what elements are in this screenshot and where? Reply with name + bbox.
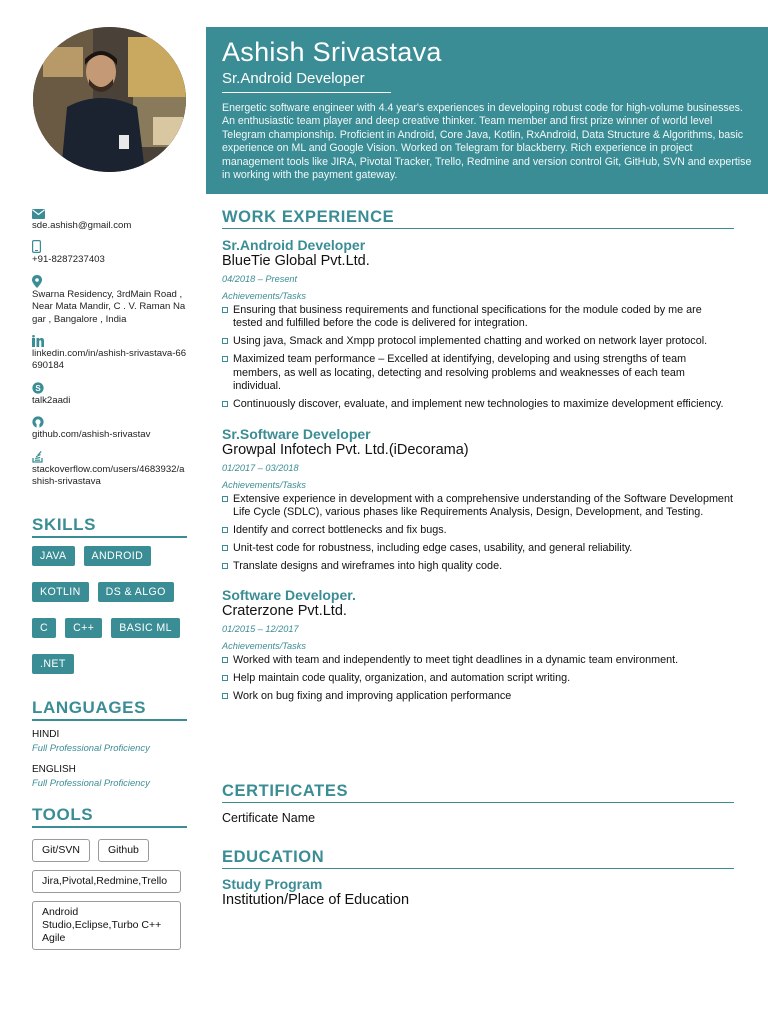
skype-icon — [32, 381, 187, 394]
tools-section — [32, 805, 187, 950]
study-program: Study Program — [222, 876, 323, 892]
stackoverflow-icon — [32, 450, 187, 463]
skype-text: talk2aadi — [32, 394, 71, 406]
job-title: Software Developer. — [222, 587, 356, 604]
job-dates: 04/2018 – Present — [222, 274, 298, 284]
job-entry — [222, 237, 734, 412]
skill-chip: ANDROID — [84, 546, 152, 566]
email-icon — [32, 206, 187, 219]
phone-icon — [32, 240, 187, 253]
bullet-square-icon — [222, 496, 228, 502]
bullet-square-icon — [222, 693, 228, 699]
language-item — [32, 729, 187, 754]
skills-heading: SKILLS — [32, 515, 187, 538]
contact-skype — [32, 381, 187, 407]
language-level: Full Professional Proficiency — [32, 742, 150, 753]
contact-list — [32, 206, 187, 496]
list-item: Worked with team and independently to meet tight deadlines in a dynamic team environment. — [222, 654, 734, 667]
job-company: Craterzone Pvt.Ltd. — [222, 603, 347, 620]
contact-address — [32, 275, 187, 326]
work-experience-section — [222, 207, 734, 708]
candidate-role: Sr.Android Developer — [222, 69, 391, 93]
certificate-name: Certificate Name — [222, 811, 316, 825]
bullet-square-icon — [222, 675, 228, 681]
header-band — [206, 27, 768, 194]
job-entry — [222, 587, 734, 703]
list-item: Maximized team performance – Excelled at identifying, developing and using strengths of team members, as well as locating, detecting and resolving problems and weaknesses of each team individual. — [222, 353, 734, 393]
candidate-name: Ashish Srivastava — [222, 37, 442, 67]
profile-summary: Energetic software engineer with 4.4 year's experiences in developing robust code for high-volume businesses. An enthusiastic team player and deep creative thinker. Team member and first prize winner of world level Telegram championship. Proficient in Android, Core Java, Kotlin, RxAndroid, Data Structure & Algorithms, basic experience on ML and Google Vision. Worked on Telegram for blackberry. Rich experience in project management tools like JIRA, Pivotal Tracker, Trello, Redmine and version control Git, GitHub, SVN and expertise in working with the payment gateway. — [222, 102, 752, 182]
job-dates: 01/2017 – 03/2018 — [222, 462, 299, 473]
list-item: Ensuring that business requirements and functional specifications for the module coded by me are tested and fulfilled before the code is delivered for integration. — [222, 304, 734, 331]
job-bullets — [222, 493, 734, 574]
job-company: Growpal Infotech Pvt. Ltd.(iDecorama) — [222, 441, 469, 458]
location-icon — [32, 275, 187, 288]
tool-chip: Git/SVN — [32, 839, 90, 862]
bullet-square-icon — [222, 527, 228, 533]
bullet-square-icon — [222, 545, 228, 551]
language-level: Full Professional Proficiency — [32, 777, 150, 788]
skill-list — [32, 546, 187, 674]
contact-phone — [32, 240, 187, 266]
bullet-square-icon — [222, 563, 228, 569]
skill-chip: BASIC ML — [111, 618, 180, 638]
linkedin-icon — [32, 334, 187, 347]
skill-chip: C++ — [65, 618, 102, 638]
bullet-square-icon — [222, 338, 228, 344]
job-company: BlueTie Global Pvt.Ltd. — [222, 253, 370, 269]
profile-photo — [33, 27, 186, 172]
job-entry — [222, 426, 734, 574]
github-text[interactable]: github.com/ashish-srivastav — [32, 429, 151, 441]
tool-list — [32, 839, 187, 950]
github-icon — [32, 415, 187, 428]
contact-linkedin — [32, 334, 187, 373]
tools-heading: TOOLS — [32, 805, 187, 828]
languages-section — [32, 698, 187, 789]
education-section — [222, 847, 734, 909]
work-experience-heading: WORK EXPERIENCE — [222, 207, 734, 229]
achievements-label: Achievements/Tasks — [222, 641, 306, 652]
linkedin-text[interactable]: linkedin.com/in/ashish-srivastava-66690184 — [32, 348, 187, 372]
bullet-square-icon — [222, 401, 228, 407]
list-item: Translate designs and wireframes into high quality code. — [222, 560, 734, 573]
list-item: Using java, Smack and Xmpp protocol implemented chatting and worked on network layer protocol. — [222, 335, 734, 348]
tool-chip: Jira,Pivotal,Redmine,Trello — [32, 870, 181, 893]
skill-chip: KOTLIN — [32, 582, 89, 602]
list-item: Work on bug fixing and improving application performance — [222, 690, 734, 703]
achievements-label: Achievements/Tasks — [222, 479, 306, 490]
certificates-section — [222, 781, 734, 825]
job-title: Sr.Software Developer — [222, 425, 371, 442]
bullet-square-icon — [222, 307, 228, 313]
contact-stackoverflow — [32, 450, 187, 489]
languages-heading: LANGUAGES — [32, 698, 187, 721]
email-text[interactable]: sde.ashish@gmail.com — [32, 220, 132, 231]
address-text: Swarna Residency, 3rdMain Road ,Near Mata Mandir, C . V. Raman Nagar , Bangalore , India — [32, 288, 186, 325]
tool-chip: Github — [98, 839, 149, 862]
skill-chip: .NET — [32, 654, 74, 674]
education-heading: EDUCATION — [222, 847, 734, 869]
tool-chip: Android Studio,Eclipse,Turbo C++ Agile — [32, 901, 181, 950]
bullet-square-icon — [222, 356, 228, 362]
contact-github — [32, 415, 187, 441]
achievements-label: Achievements/Tasks — [222, 291, 306, 301]
contact-email — [32, 206, 187, 232]
skills-section — [32, 515, 187, 690]
bullet-square-icon — [222, 657, 228, 663]
list-item: Continuously discover, evaluate, and implement new technologies to maximize development efficiency. — [222, 398, 734, 411]
list-item: Help maintain code quality, organization, and automation script writing. — [222, 672, 734, 685]
skill-chip: C — [32, 618, 56, 638]
stackoverflow-text[interactable]: stackoverflow.com/users/4683932/ashish-srivastava — [32, 463, 185, 488]
language-name: ENGLISH — [32, 764, 76, 775]
institution: Institution/Place of Education — [222, 892, 410, 908]
list-item: Unit-test code for robustness, including edge cases, usability, and general reliability. — [222, 542, 734, 555]
language-name: HINDI — [32, 729, 60, 740]
skill-chip: JAVA — [32, 546, 75, 566]
language-item — [32, 764, 187, 789]
job-title: Sr.Android Developer — [222, 237, 366, 253]
job-dates: 01/2015 – 12/2017 — [222, 624, 299, 635]
phone-text: +91-8287237403 — [32, 254, 105, 266]
list-item: Identify and correct bottlenecks and fix bugs. — [222, 524, 734, 537]
skill-chip: DS & ALGO — [98, 582, 174, 602]
svg-text:S: S — [35, 383, 41, 393]
certificates-heading: CERTIFICATES — [222, 781, 734, 803]
job-bullets — [222, 304, 734, 412]
list-item: Extensive experience in development with a comprehensive understanding of the Software Development Life Cycle (SDLC), various phases like Requirements Analysis, Design, Development, and Testing. — [222, 493, 734, 520]
job-bullets — [222, 654, 734, 703]
